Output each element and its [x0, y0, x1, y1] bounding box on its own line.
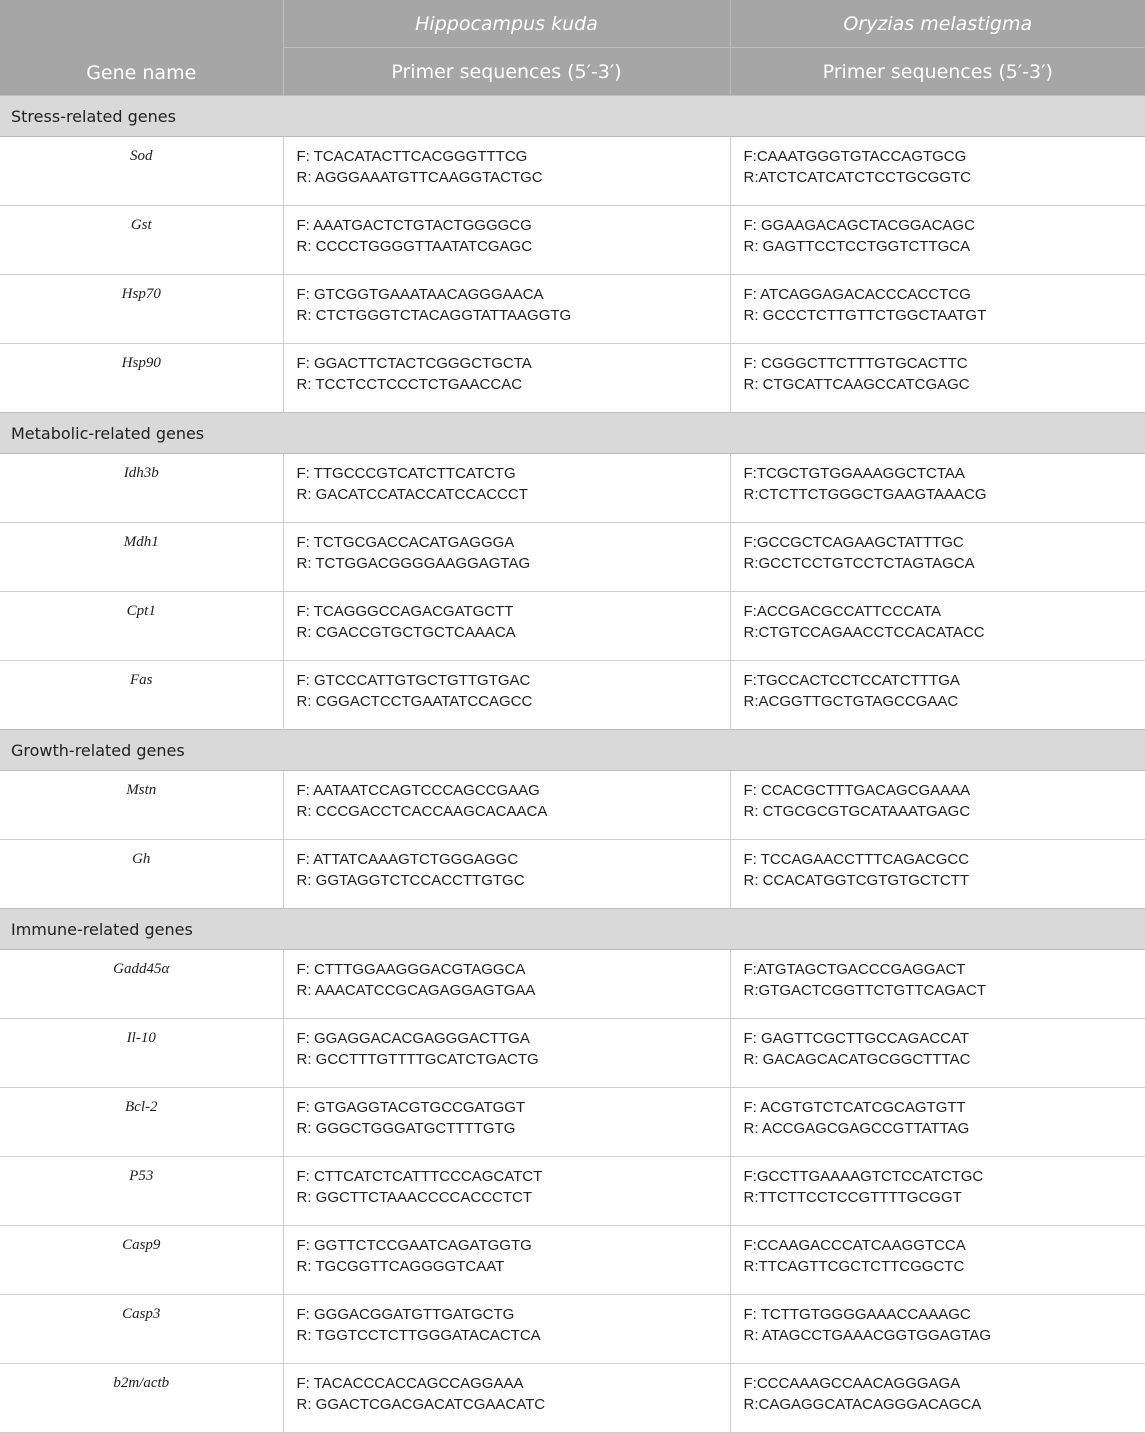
- primer-cell-hippocampus: [283, 661, 730, 730]
- gene-name-cell: Gadd45α: [0, 950, 283, 1019]
- primer-cell-oryzias: [730, 523, 1145, 592]
- primer-cell-oryzias: [730, 1088, 1145, 1157]
- table-row: [0, 1226, 1145, 1295]
- section-row: [0, 730, 1145, 771]
- reverse-primer: R: TCTGGACGGGGAAGGAGTAG: [297, 553, 730, 574]
- reverse-primer: R: GACATCCATACCATCCACCCT: [297, 484, 730, 505]
- species-header-oryzias: Oryzias melastigma: [730, 0, 1145, 48]
- primer-cell-hippocampus: [283, 137, 730, 206]
- primer-header-hippocampus: Primer sequences (5′-3′): [283, 48, 730, 96]
- forward-primer: F: GAGTTCGCTTGCCAGACCAT: [744, 1028, 1145, 1049]
- reverse-primer: R: GGCTTCTAAACCCCACCCTCT: [297, 1187, 730, 1208]
- section-title: Stress-related genes: [0, 96, 1145, 137]
- primer-cell-hippocampus: [283, 1019, 730, 1088]
- reverse-primer: R: TCCTCCTCCCTCTGAACCAC: [297, 374, 730, 395]
- primer-header-oryzias: Primer sequences (5′-3′): [730, 48, 1145, 96]
- primer-cell-hippocampus: [283, 344, 730, 413]
- reverse-primer: R:TTCTTCCTCCGTTTTGCGGT: [744, 1187, 1145, 1208]
- forward-primer: F: GTCGGTGAAATAACAGGGAACA: [297, 284, 730, 305]
- forward-primer: F: GGAAGACAGCTACGGACAGC: [744, 215, 1145, 236]
- gene-name-cell: Mstn: [0, 771, 283, 840]
- table-row: [0, 1157, 1145, 1226]
- reverse-primer: R: ACCGAGCGAGCCGTTATTAG: [744, 1118, 1145, 1139]
- reverse-primer: R: CCACATGGTCGTGTGCTCTT: [744, 870, 1145, 891]
- reverse-primer: R: CTCTGGGTCTACAGGTATTAAGGTG: [297, 305, 730, 326]
- forward-primer: F: ATTATCAAAGTCTGGGAGGC: [297, 849, 730, 870]
- gene-name-header: Gene name: [0, 0, 283, 96]
- table-row: [0, 950, 1145, 1019]
- section-row: [0, 96, 1145, 137]
- reverse-primer: R:ATCTCATCATCTCCTGCGGTC: [744, 167, 1145, 188]
- reverse-primer: R: GAGTTCCTCCTGGTCTTGCA: [744, 236, 1145, 257]
- reverse-primer: R: TGCGGTTCAGGGGTCAAT: [297, 1256, 730, 1277]
- forward-primer: F: ACGTGTCTCATCGCAGTGTT: [744, 1097, 1145, 1118]
- gene-name-cell: Mdh1: [0, 523, 283, 592]
- forward-primer: F: ATCAGGAGACACCCACCTCG: [744, 284, 1145, 305]
- primer-cell-oryzias: [730, 206, 1145, 275]
- reverse-primer: R:CTCTTCTGGGCTGAAGTAAACG: [744, 484, 1145, 505]
- forward-primer: F: CTTCATCTCATTTCCCAGCATCT: [297, 1166, 730, 1187]
- primer-cell-oryzias: [730, 137, 1145, 206]
- gene-name-cell: Cpt1: [0, 592, 283, 661]
- gene-name-cell: Casp3: [0, 1295, 283, 1364]
- reverse-primer: R:TTCAGTTCGCTCTTCGGCTC: [744, 1256, 1145, 1277]
- primer-cell-hippocampus: [283, 206, 730, 275]
- primer-cell-hippocampus: [283, 1364, 730, 1433]
- primer-cell-hippocampus: [283, 771, 730, 840]
- forward-primer: F:ATGTAGCTGACCCGAGGACT: [744, 959, 1145, 980]
- primer-cell-oryzias: [730, 661, 1145, 730]
- reverse-primer: R: CTGCGCGTGCATAAATGAGC: [744, 801, 1145, 822]
- forward-primer: F: GGTTCTCCGAATCAGATGGTG: [297, 1235, 730, 1256]
- table-row: [0, 592, 1145, 661]
- forward-primer: F:ACCGACGCCATTCCCATA: [744, 601, 1145, 622]
- table-row: [0, 661, 1145, 730]
- primer-cell-oryzias: [730, 950, 1145, 1019]
- reverse-primer: R: CGGACTCCTGAATATCCAGCC: [297, 691, 730, 712]
- forward-primer: F: GGGACGGATGTTGATGCTG: [297, 1304, 730, 1325]
- forward-primer: F: TCAGGGCCAGACGATGCTT: [297, 601, 730, 622]
- gene-name-cell: Bcl-2: [0, 1088, 283, 1157]
- forward-primer: F:CAAATGGGTGTACCAGTGCG: [744, 146, 1145, 167]
- table-row: [0, 1364, 1145, 1433]
- reverse-primer: R: AGGGAAATGTTCAAGGTACTGC: [297, 167, 730, 188]
- primer-cell-hippocampus: [283, 1088, 730, 1157]
- primer-cell-oryzias: [730, 275, 1145, 344]
- reverse-primer: R:GTGACTCGGTTCTGTTCAGACT: [744, 980, 1145, 1001]
- gene-name-cell: Idh3b: [0, 454, 283, 523]
- primer-cell-hippocampus: [283, 1157, 730, 1226]
- reverse-primer: R: CTGCATTCAAGCCATCGAGC: [744, 374, 1145, 395]
- table-row: [0, 523, 1145, 592]
- reverse-primer: R:GCCTCCTGTCCTCTAGTAGCA: [744, 553, 1145, 574]
- primer-cell-hippocampus: [283, 592, 730, 661]
- table-row: [0, 344, 1145, 413]
- forward-primer: F: AAATGACTCTGTACTGGGGCG: [297, 215, 730, 236]
- reverse-primer: R: GCCTTTGTTTTGCATCTGACTG: [297, 1049, 730, 1070]
- reverse-primer: R:CAGAGGCATACAGGGACAGCA: [744, 1394, 1145, 1415]
- gene-name-cell: Sod: [0, 137, 283, 206]
- forward-primer: F:TCGCTGTGGAAAGGCTCTAA: [744, 463, 1145, 484]
- table-row: [0, 1019, 1145, 1088]
- forward-primer: F: GTGAGGTACGTGCCGATGGT: [297, 1097, 730, 1118]
- reverse-primer: R: AAACATCCGCAGAGGAGTGAA: [297, 980, 730, 1001]
- primer-cell-oryzias: [730, 771, 1145, 840]
- forward-primer: F: CGGGCTTCTTTGTGCACTTC: [744, 353, 1145, 374]
- forward-primer: F: TACACCCACCAGCCAGGAAA: [297, 1373, 730, 1394]
- forward-primer: F:CCAAGACCCATCAAGGTCCA: [744, 1235, 1145, 1256]
- forward-primer: F: GTCCCATTGTGCTGTTGTGAC: [297, 670, 730, 691]
- forward-primer: F:GCCTTGAAAAGTCTCCATCTGC: [744, 1166, 1145, 1187]
- table-row: [0, 1295, 1145, 1364]
- forward-primer: F: TCACATACTTCACGGGTTTCG: [297, 146, 730, 167]
- primer-cell-hippocampus: [283, 950, 730, 1019]
- gene-name-cell: Casp9: [0, 1226, 283, 1295]
- forward-primer: F:GCCGCTCAGAAGCTATTTGC: [744, 532, 1145, 553]
- reverse-primer: R: TGGTCCTCTTGGGATACACTCA: [297, 1325, 730, 1346]
- primer-cell-oryzias: [730, 344, 1145, 413]
- primer-cell-oryzias: [730, 454, 1145, 523]
- table-row: [0, 840, 1145, 909]
- forward-primer: F: CTTTGGAAGGGACGTAGGCA: [297, 959, 730, 980]
- primer-cell-oryzias: [730, 1019, 1145, 1088]
- gene-name-cell: Hsp90: [0, 344, 283, 413]
- gene-name-cell: Gh: [0, 840, 283, 909]
- reverse-primer: R: GGGCTGGGATGCTTTTGTG: [297, 1118, 730, 1139]
- gene-name-cell: b2m/actb: [0, 1364, 283, 1433]
- forward-primer: F: TCCAGAACCTTTCAGACGCC: [744, 849, 1145, 870]
- table-row: [0, 137, 1145, 206]
- reverse-primer: R: CGACCGTGCTGCTCAAACA: [297, 622, 730, 643]
- reverse-primer: R:CTGTCCAGAACCTCCACATACC: [744, 622, 1145, 643]
- primer-cell-oryzias: [730, 840, 1145, 909]
- primer-cell-hippocampus: [283, 523, 730, 592]
- reverse-primer: R: GGACTCGACGACATCGAACATC: [297, 1394, 730, 1415]
- reverse-primer: R: CCCGACCTCACCAAGCACAACA: [297, 801, 730, 822]
- reverse-primer: R: GCCCTCTTGTTCTGGCTAATGT: [744, 305, 1145, 326]
- reverse-primer: R: CCCCTGGGGTTAATATCGAGC: [297, 236, 730, 257]
- reverse-primer: R:ACGGTTGCTGTAGCCGAAC: [744, 691, 1145, 712]
- forward-primer: F: GGAGGACACGAGGGACTTGA: [297, 1028, 730, 1049]
- section-title: Immune-related genes: [0, 909, 1145, 950]
- table-header: [0, 0, 1145, 96]
- forward-primer: F: AATAATCCAGTCCCAGCCGAAG: [297, 780, 730, 801]
- reverse-primer: R: ATAGCCTGAAACGGTGGAGTAG: [744, 1325, 1145, 1346]
- forward-primer: F: TCTTGTGGGGAAACCAAAGC: [744, 1304, 1145, 1325]
- forward-primer: F: GGACTTCTACTCGGGCTGCTA: [297, 353, 730, 374]
- species-header-hippocampus: Hippocampus kuda: [283, 0, 730, 48]
- primer-cell-oryzias: [730, 1226, 1145, 1295]
- table-row: [0, 771, 1145, 840]
- primer-cell-hippocampus: [283, 1295, 730, 1364]
- section-row: [0, 909, 1145, 950]
- primer-cell-oryzias: [730, 1157, 1145, 1226]
- gene-name-cell: Hsp70: [0, 275, 283, 344]
- section-title: Growth-related genes: [0, 730, 1145, 771]
- table-row: [0, 275, 1145, 344]
- gene-name-cell: Il-10: [0, 1019, 283, 1088]
- primer-cell-oryzias: [730, 1295, 1145, 1364]
- forward-primer: F:TGCCACTCCTCCATCTTTGA: [744, 670, 1145, 691]
- forward-primer: F: TCTGCGACCACATGAGGGA: [297, 532, 730, 553]
- forward-primer: F: TTGCCCGTCATCTTCATCTG: [297, 463, 730, 484]
- section-row: [0, 413, 1145, 454]
- primer-cell-hippocampus: [283, 1226, 730, 1295]
- primer-cell-hippocampus: [283, 840, 730, 909]
- primer-cell-hippocampus: [283, 454, 730, 523]
- gene-name-cell: Gst: [0, 206, 283, 275]
- primer-cell-oryzias: [730, 1364, 1145, 1433]
- forward-primer: F:CCCAAAGCCAACAGGGAGA: [744, 1373, 1145, 1394]
- forward-primer: F: CCACGCTTTGACAGCGAAAA: [744, 780, 1145, 801]
- reverse-primer: R: GACAGCACATGCGGCTTTAC: [744, 1049, 1145, 1070]
- primer-cell-hippocampus: [283, 275, 730, 344]
- primer-cell-oryzias: [730, 592, 1145, 661]
- table-row: [0, 454, 1145, 523]
- table-body: [0, 96, 1145, 1433]
- table-row: [0, 1088, 1145, 1157]
- gene-name-cell: P53: [0, 1157, 283, 1226]
- gene-name-cell: Fas: [0, 661, 283, 730]
- reverse-primer: R: GGTAGGTCTCCACCTTGTGC: [297, 870, 730, 891]
- table-row: [0, 206, 1145, 275]
- section-title: Metabolic-related genes: [0, 413, 1145, 454]
